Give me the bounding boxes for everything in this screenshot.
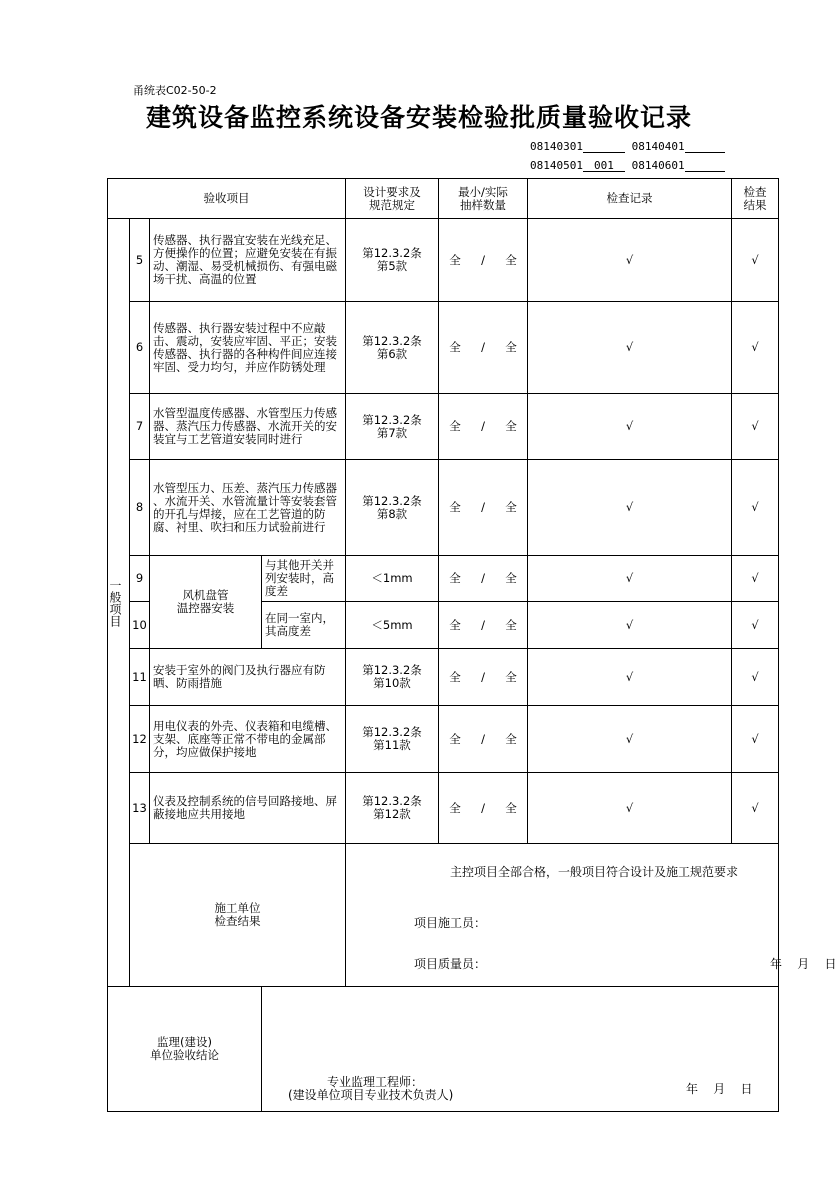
code-08140501: 08140501 xyxy=(530,159,583,172)
header-spec: 设计要求及 规范规定 xyxy=(346,179,439,219)
row-number: 6 xyxy=(130,302,150,394)
row-number: 12 xyxy=(130,706,150,773)
row-description: 在同一室内，其高度差 xyxy=(262,602,346,649)
row-spec: 第12.3.2条 第10款 xyxy=(346,649,439,706)
row-result-check[interactable]: √ xyxy=(732,394,779,460)
row-number: 8 xyxy=(130,460,150,556)
row-qty: 全 / 全 xyxy=(439,219,528,302)
header-item: 验收项目 xyxy=(108,179,346,219)
row-result-check[interactable]: √ xyxy=(732,460,779,556)
supervision-engineer-sub: (建设单位项目专业技术负责人) xyxy=(288,1088,454,1102)
row-number: 5 xyxy=(130,219,150,302)
row-result-check[interactable]: √ xyxy=(732,706,779,773)
row-qty: 全 / 全 xyxy=(439,394,528,460)
row-result-check[interactable]: √ xyxy=(732,302,779,394)
row-record-check[interactable]: √ xyxy=(528,706,732,773)
code-blank[interactable] xyxy=(583,140,625,153)
row-description: 水管型温度传感器、水管型压力传感器、蒸汽压力传感器、水流开关的安装宜与工艺管道安装同时进行 xyxy=(150,394,346,460)
row-description: 传感器、执行器宜安装在光线充足、方便操作的位置；应避免安装在有振动、潮湿、易受机械损伤、有强电磁场干扰、高温的位置 xyxy=(150,219,346,302)
header-result: 检查 结果 xyxy=(732,179,779,219)
form-code: 甬统表C02-50-2 xyxy=(133,84,217,97)
header-record: 检查记录 xyxy=(528,179,732,219)
inspection-table xyxy=(107,178,837,1112)
row-result-check[interactable]: √ xyxy=(732,649,779,706)
construction-conclusion: 主控项目全部合格，一般项目符合设计及施工规范要求 xyxy=(450,865,739,879)
fan-coil-label: 风机盘管 温控器安装 xyxy=(150,556,262,649)
supervision-engineer-label: 专业监理工程师： xyxy=(327,1075,424,1089)
row-spec: ＜1mm xyxy=(346,556,439,602)
code-08140601: 08140601 xyxy=(631,159,685,172)
table-row xyxy=(108,219,779,302)
row-spec: 第12.3.2条 第7款 xyxy=(346,394,439,460)
row-record-check[interactable]: √ xyxy=(528,773,732,844)
table-row xyxy=(108,394,779,460)
row-record-check[interactable]: √ xyxy=(528,649,732,706)
table-row xyxy=(108,302,779,394)
supervision-result xyxy=(262,987,779,1112)
code-blank[interactable] xyxy=(685,140,725,153)
row-number: 9 xyxy=(130,556,150,602)
table-row xyxy=(108,706,779,773)
construction-quality-label: 项目质量员： xyxy=(414,957,487,971)
row-spec: ＜5mm xyxy=(346,602,439,649)
row-result-check[interactable]: √ xyxy=(732,219,779,302)
category-general-items: 一般项目 xyxy=(108,219,130,987)
row-description: 传感器、执行器安装过程中不应敲击、震动，安装应牢固、平正；安装传感器、执行器的各种构件间应连接牢固、受力均匀，并应作防锈处理 xyxy=(150,302,346,394)
supervision-date: 年 月 日 xyxy=(686,1082,753,1096)
code-row-1 xyxy=(530,140,725,153)
table-row xyxy=(108,773,779,844)
row-qty: 全 / 全 xyxy=(439,773,528,844)
row-qty: 全 / 全 xyxy=(439,602,528,649)
row-spec: 第12.3.2条 第8款 xyxy=(346,460,439,556)
row-description: 与其他开关并列安装时，高度差 xyxy=(262,556,346,602)
row-qty: 全 / 全 xyxy=(439,460,528,556)
code-08140401: 08140401 xyxy=(631,140,685,153)
row-record-check[interactable]: √ xyxy=(528,602,732,649)
header-qty: 最小/实际 抽样数量 xyxy=(439,179,528,219)
supervision-label: 监理(建设) 单位验收结论 xyxy=(108,987,262,1112)
row-record-check[interactable]: √ xyxy=(528,302,732,394)
row-record-check[interactable]: √ xyxy=(528,394,732,460)
row-description: 水管型压力、压差、蒸汽压力传感器 、水流开关、水管流量计等安装套管的开孔与焊接，应在工艺管道的防腐、衬里、吹扫和压力试验前进行 xyxy=(150,460,346,556)
code-filled-001[interactable]: 001 xyxy=(583,159,625,172)
row-result-check[interactable]: √ xyxy=(732,602,779,649)
row-record-check[interactable]: √ xyxy=(528,556,732,602)
code-08140301: 08140301 xyxy=(530,140,583,153)
header-row xyxy=(108,179,779,219)
row-qty: 全 / 全 xyxy=(439,706,528,773)
code-blank[interactable] xyxy=(685,159,725,172)
construction-result xyxy=(346,844,837,987)
row-record-check[interactable]: √ xyxy=(528,219,732,302)
construction-date: 年 月 日 xyxy=(770,957,837,971)
row-spec: 第12.3.2条 第6款 xyxy=(346,302,439,394)
supervision-section xyxy=(108,987,779,1112)
table-row xyxy=(108,460,779,556)
row-result-check[interactable]: √ xyxy=(732,773,779,844)
table-row xyxy=(108,556,779,602)
row-number: 13 xyxy=(130,773,150,844)
row-result-check[interactable]: √ xyxy=(732,556,779,602)
row-qty: 全 / 全 xyxy=(439,649,528,706)
construction-section xyxy=(108,844,779,987)
table-row xyxy=(108,649,779,706)
page-title: 建筑设备监控系统设备安装检验批质量验收记录 xyxy=(145,103,692,132)
code-row-2 xyxy=(530,159,725,172)
row-qty: 全 / 全 xyxy=(439,302,528,394)
row-description: 用电仪表的外壳、仪表箱和电缆槽、支架、底座等正常不带电的金属部分，均应做保护接地 xyxy=(150,706,346,773)
construction-label: 施工单位 检查结果 xyxy=(130,844,346,987)
row-spec: 第12.3.2条 第12款 xyxy=(346,773,439,844)
row-record-check[interactable]: √ xyxy=(528,460,732,556)
construction-worker-label: 项目施工员： xyxy=(414,916,487,930)
row-number: 7 xyxy=(130,394,150,460)
row-spec: 第12.3.2条 第11款 xyxy=(346,706,439,773)
row-qty: 全 / 全 xyxy=(439,556,528,602)
row-spec: 第12.3.2条 第5款 xyxy=(346,219,439,302)
row-description: 安装于室外的阀门及执行器应有防晒、防雨措施 xyxy=(150,649,346,706)
row-number: 11 xyxy=(130,649,150,706)
row-number: 10 xyxy=(130,602,150,649)
row-description: 仪表及控制系统的信号回路接地、屏蔽接地应共用接地 xyxy=(150,773,346,844)
